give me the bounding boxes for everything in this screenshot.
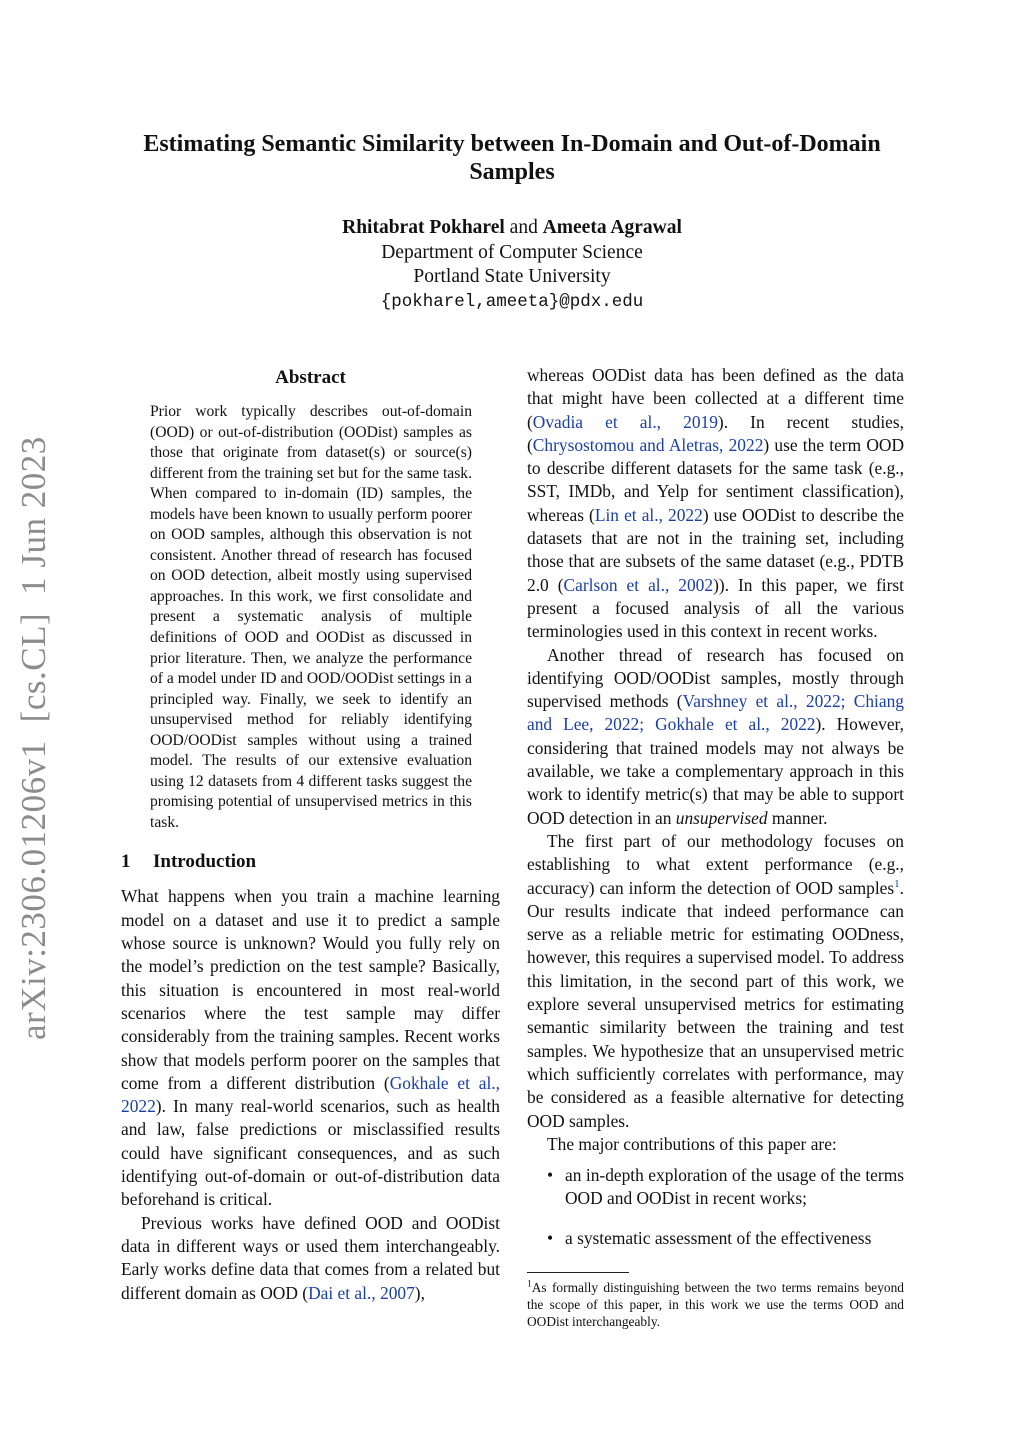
footnote-text: As formally distinguishing between the two terms remains beyond the scope of this paper, in this work we use the terms OOD and OODist interchangeably.: [527, 1280, 904, 1329]
section-title: Introduction: [153, 851, 257, 873]
footnote-marker[interactable]: 1: [894, 877, 900, 890]
affiliation-department: Department of Computer Science: [381, 241, 643, 263]
abstract-text: Prior work typically describes out-of-domain (OOD) or out-of-distribution (OODist) samples as those that originate from dataset(s) or source(s) different from the training set but for the same task. When compared to in-domain (ID) samples, the models have been known to usually perform poorer on OOD samples, although this observation is not consistent. Another thread of research has focused on OOD detection, albeit mostly using supervised approaches. In this work, we first consolidate and present a systematic analysis of multiple definitions of OOD and OODist as discussed in prior literature. Then, we analyze the performance of a model under ID and OOD/OODist settings in a principled way. Finally, we seek to identify an unsupervised method for reliably identifying OOD/OODist samples without using a trained model. The results of our extensive evaluation using 12 datasets from 4 different tasks suggest the promising potential of unsupervised metrics in this task.: [150, 403, 472, 831]
citation-link[interactable]: Chiang and Lee, 2022: [527, 691, 904, 735]
intro-paragraph-2: Previous works have defined OOD and OODist data in different ways or used them interchangeably. Early works define data that comes from a related but different domain as OOD (Dai et al., 2007),: [121, 1212, 500, 1303]
left-column: [121, 364, 500, 1305]
arxiv-date: 1 Jun 2023: [14, 436, 53, 595]
footnote-mark: 1: [527, 1279, 532, 1290]
citation-link[interactable]: Varshney et al., 2022: [682, 691, 841, 712]
arxiv-watermark: [12, 436, 56, 1040]
intro-paragraph-4: The first part of our methodology focuses on establishing to what extent performance (e.g., accuracy) can inform the detection of OOD samples$^1$. Our results indicate that indeed performance can serve as a reliable metric for estimating OODness, however, this requires a supervised model. To address this limitation, in the second part of this work, we explore several unsupervised metrics for estimating semantic similarity between the training and test samples. We hypothesize that an unsupervised metric which sufficiently correlates with performance, may be considered as a feasible alternative for detecting OOD samples.: [527, 830, 904, 1131]
bullet-icon: •: [547, 1165, 554, 1186]
affiliation-university: Portland State University: [413, 266, 611, 287]
citation-link[interactable]: Dai et al., 2007: [308, 1282, 415, 1303]
author-conjunction: and: [509, 217, 538, 238]
arxiv-category: [cs.CL]: [14, 612, 53, 723]
footnote: [527, 1279, 904, 1330]
citation-link[interactable]: Lin et al., 2022: [594, 504, 703, 525]
intro-paragraph-3: Another thread of research has focused on identifying OOD/OODist samples, mostly through supervised methods (Varshney et al., 2022; Chiang and Lee, 2022; Gokhale et al., 2022). However, considering that trained models may not always be available, we take a complementary approach in this work to identify metric(s) that may be able to support OOD detection in an unsupervised manner.: [527, 644, 904, 828]
arxiv-id: arXiv:2306.01206v1: [14, 740, 53, 1040]
author-name: Ameeta Agrawal: [542, 217, 682, 238]
contributions-list: [527, 1164, 904, 1250]
list-item: • an in-depth exploration of the usage of the terms OOD and OODist in recent works;: [547, 1165, 904, 1209]
footnote-divider: [527, 1272, 629, 1273]
contributions-intro: The major contributions of this paper are:: [547, 1133, 837, 1154]
abstract-heading: Abstract: [275, 367, 346, 388]
intro-paragraph-1: What happens when you train a machine learning model on a dataset and use it to predict a sample whose source is unknown? Would you fully rely on the model’s prediction on the test sample? Basically, this situation is encountered in most real-world scenarios where the test sample may differ considerably from the training samples. Recent works show that models perform poorer on the samples that come from a different distribution (Gokhale et al., 2022). In many real-world scenarios, such as health and law, false predictions or misclassified results could have significant consequences, and as such identifying out-of-domain or out-of-distribution data beforehand is critical.: [121, 886, 501, 1210]
citation-link[interactable]: Gokhale et al., 2022: [121, 1072, 501, 1117]
author-block: [200, 216, 824, 314]
list-item: • a systematic assessment of the effectiveness: [527, 1227, 904, 1250]
section-number: 1: [121, 851, 131, 873]
right-column: [527, 364, 904, 1266]
citation-link[interactable]: Gokhale et al., 2022: [655, 714, 816, 735]
paper-title: Estimating Semantic Similarity between In-Domain and Out-of-Domain Samples: [143, 131, 881, 185]
citation-link[interactable]: Ovadia et al., 2019: [532, 411, 718, 432]
section-heading: [121, 849, 500, 875]
author-line: [200, 216, 824, 241]
intro-paragraph-2-cont: whereas OODist data has been defined as the data that might have been collected at a different time (Ovadia et al., 2019). In recent studies, (Chrysostomou and Aletras, 2022) use the term OOD to describe different datasets for the same task (e.g., SST, IMDb, and Yelp for sentiment classification), whereas (Lin et al., 2022) use OODist to describe the datasets that are not in the training set, including those that are subsets of the same dataset (e.g., PDTB 2.0 (Carlson et al., 2002)). In this paper, we first present a focused analysis of all the various terminologies used in this context in recent works.: [527, 365, 905, 642]
bullet-icon: •: [547, 1227, 554, 1248]
author-email: {pokharel,ameeta}@pdx.edu: [380, 291, 644, 312]
citation-link[interactable]: Chrysostomou and Aletras, 2022: [532, 434, 764, 455]
citation-link[interactable]: Carlson et al., 2002: [563, 574, 714, 595]
author-name: Rhitabrat Pokharel: [342, 217, 505, 238]
